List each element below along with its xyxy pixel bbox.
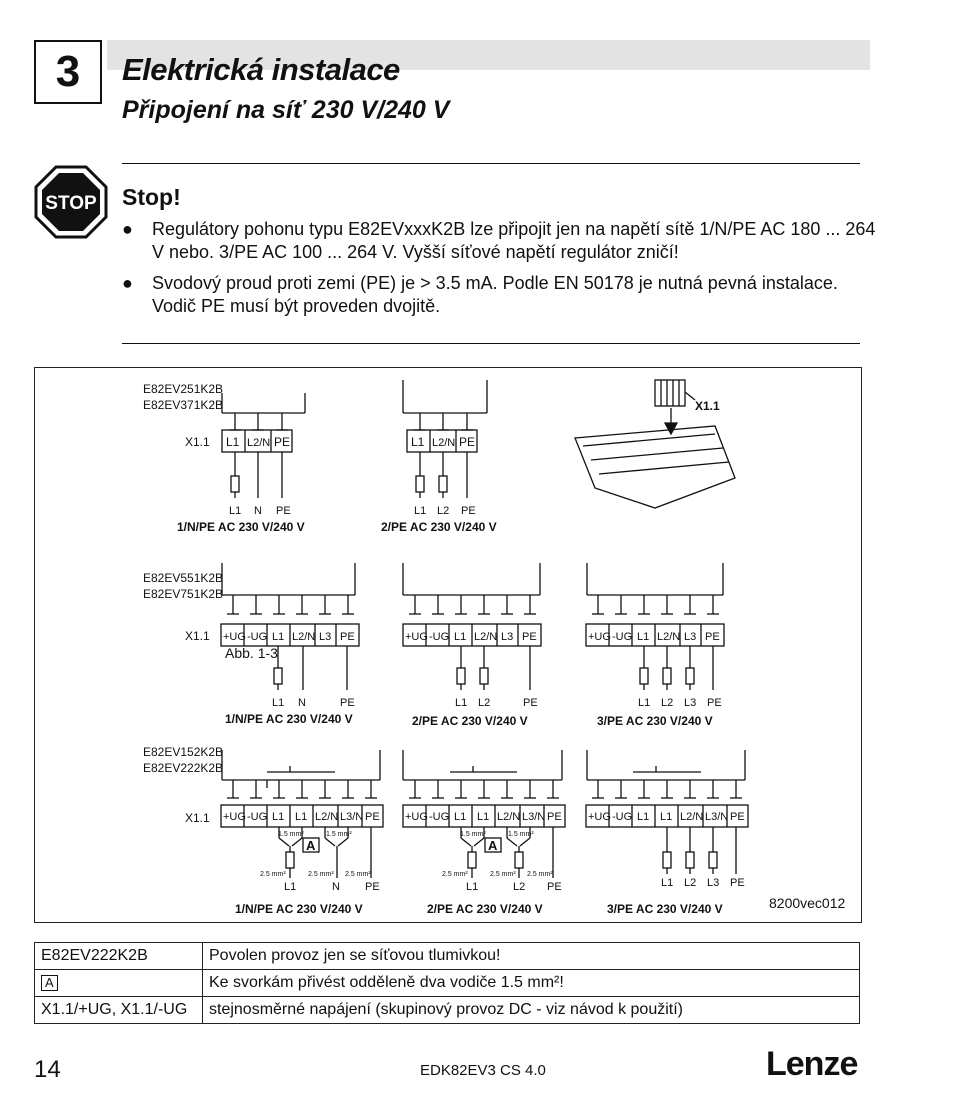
figure-code: 8200vec012 <box>769 895 846 911</box>
network-label: 2/PE AC 230 V/240 V <box>381 520 497 534</box>
network-label: 2/PE AC 230 V/240 V <box>412 714 528 728</box>
table-row <box>35 997 860 1024</box>
terminal-label: -UG <box>247 631 268 643</box>
terminal-label: +UG <box>223 811 246 823</box>
terminal-label: L1 <box>272 811 285 823</box>
wiring-diagram-svg <box>35 368 861 922</box>
phase-label: PE <box>707 697 722 709</box>
cross-section-label: 2.5 mm² <box>490 871 516 878</box>
network-label: 1/N/PE AC 230 V/240 V <box>225 712 353 726</box>
terminal-label: L3 <box>684 631 697 643</box>
figure-reference: Abb. 1-3 <box>225 645 278 661</box>
terminal-label: L2/N <box>292 631 316 643</box>
phase-label: PE <box>340 697 355 709</box>
table-key: E82EV222K2B <box>35 943 203 970</box>
page-title: Elektrická instalace <box>122 52 400 87</box>
terminal-label: L1 <box>454 631 467 643</box>
terminal-label: PE <box>547 811 562 823</box>
cross-section-label: 2.5 mm² <box>260 871 286 878</box>
terminal-label: -UG <box>612 631 633 643</box>
terminal-label: +UG <box>588 811 611 823</box>
terminal-label: PE <box>705 631 720 643</box>
phase-label: PE <box>365 881 380 893</box>
cross-section-label: 2.5 mm² <box>345 871 371 878</box>
terminal-label: L1 <box>660 811 673 823</box>
terminal-label: -UG <box>429 631 450 643</box>
page-number: 14 <box>34 1056 61 1083</box>
cross-section-label: 2.5 mm² <box>308 871 334 878</box>
phase-label: L1 <box>661 877 674 889</box>
terminal-label: L2/N <box>432 437 456 449</box>
cross-section-label: 1.5 mm² <box>460 831 486 838</box>
cross-section-label: 1.5 mm² <box>326 831 352 838</box>
phase-label: PE <box>523 697 538 709</box>
terminal-label: PE <box>459 435 476 449</box>
box-a-label: A <box>488 838 498 853</box>
bullet-text: Regulátory pohonu typu E82EVxxxK2B lze připojit jen na napětí sítě 1/N/PE AC 180 ... 264 V nebo. 3/PE AC 100 ... 264 V. Vyšší síťové napětí regulátor zničí! <box>152 219 876 262</box>
phase-label: L1 <box>284 881 297 893</box>
model-label: E82EV251K2B <box>143 382 224 396</box>
wiring-diagram <box>34 367 862 923</box>
terminal-label: +UG <box>223 631 246 643</box>
terminal-label: PE <box>365 811 380 823</box>
phase-label: L1 <box>638 697 651 709</box>
box-a-icon: A <box>41 975 58 991</box>
terminal-label: PE <box>730 811 745 823</box>
table-value: stejnosměrné napájení (skupinový provoz DC - viz návod k použití) <box>203 997 860 1024</box>
bullet-dot-icon: ● <box>122 219 133 239</box>
document-code: EDK82EV3 CS 4.0 <box>420 1062 546 1079</box>
phase-label: L3 <box>684 697 697 709</box>
phase-label: PE <box>547 881 562 893</box>
table-value: Ke svorkám přivést odděleně dva vodiče 1.5 mm²! <box>203 970 860 997</box>
terminal-label: L1 <box>454 811 467 823</box>
network-label: 3/PE AC 230 V/240 V <box>607 902 723 916</box>
terminal-label: L2/N <box>247 437 271 449</box>
phase-label: L2 <box>437 505 450 517</box>
legend-table <box>34 942 860 1026</box>
phase-label: L1 <box>272 697 285 709</box>
phase-label: L2 <box>513 881 526 893</box>
terminal-label: L1 <box>295 811 308 823</box>
cross-section-label: 2.5 mm² <box>442 871 468 878</box>
cross-section-label: 1.5 mm² <box>278 831 304 838</box>
table-key <box>35 970 203 997</box>
terminal-label: L1 <box>226 435 240 449</box>
bullet-text: Svodový proud proti zemi (PE) je > 3.5 mA. Podle EN 50178 je nutná pevná instalace. Vodič PE musí být proveden dvojitě. <box>152 273 838 316</box>
terminal-label: L1 <box>272 631 285 643</box>
phase-label: L2 <box>661 697 674 709</box>
terminal-label: L3/N <box>522 811 546 823</box>
terminal-label: -UG <box>429 811 450 823</box>
terminal-label: L1 <box>637 811 650 823</box>
stop-heading: Stop! <box>122 184 181 210</box>
terminal-label: +UG <box>405 631 428 643</box>
divider-bottom <box>122 343 860 344</box>
table-key: X1.1/+UG, X1.1/-UG <box>35 997 203 1024</box>
phase-label: L3 <box>707 877 720 889</box>
phase-label: L2 <box>478 697 491 709</box>
terminal-label: L2/N <box>474 631 498 643</box>
stop-sign-icon <box>34 165 108 239</box>
table-row <box>35 970 860 997</box>
terminal-label: PE <box>274 435 291 449</box>
network-label: 1/N/PE AC 230 V/240 V <box>177 520 305 534</box>
terminal-label: +UG <box>588 631 611 643</box>
model-label: E82EV371K2B <box>143 398 224 412</box>
bullet-item-leakage <box>122 272 882 318</box>
network-label: 1/N/PE AC 230 V/240 V <box>235 902 363 916</box>
divider-top <box>122 163 860 164</box>
model-label: E82EV751K2B <box>143 587 224 601</box>
terminal-label: L2/N <box>497 811 521 823</box>
terminal-label: -UG <box>612 811 633 823</box>
svg-text:STOP: STOP <box>45 193 97 214</box>
model-label: E82EV152K2B <box>143 745 224 759</box>
bullet-item-voltage <box>122 218 882 264</box>
terminal-label: L3/N <box>705 811 729 823</box>
terminal-label: L1 <box>637 631 650 643</box>
phase-label: L1 <box>455 697 468 709</box>
terminal-label: PE <box>340 631 355 643</box>
phase-label: L2 <box>684 877 697 889</box>
phase-label: N <box>298 697 306 709</box>
chapter-number: 3 <box>34 40 102 104</box>
terminal-label: -UG <box>247 811 268 823</box>
phase-label: PE <box>730 877 745 889</box>
phase-label: N <box>332 881 340 893</box>
cross-section-label: 1.5 mm² <box>508 831 534 838</box>
x11-drive-label: X1.1 <box>695 399 720 413</box>
table-value: Povolen provoz jen se síťovou tlumivkou! <box>203 943 860 970</box>
terminal-label: L2/N <box>657 631 681 643</box>
terminal-label: L3 <box>501 631 514 643</box>
network-label: 3/PE AC 230 V/240 V <box>597 714 713 728</box>
bullet-dot-icon: ● <box>122 273 133 293</box>
lenze-logo: Lenze <box>766 1045 858 1083</box>
terminal-label: L1 <box>411 435 425 449</box>
model-label: E82EV551K2B <box>143 571 224 585</box>
table-row <box>35 943 860 970</box>
x11-label: X1.1 <box>185 811 210 825</box>
network-label: 2/PE AC 230 V/240 V <box>427 902 543 916</box>
x11-label: X1.1 <box>185 629 210 643</box>
phase-label: L1 <box>414 505 427 517</box>
cross-section-label: 2.5 mm² <box>527 871 553 878</box>
terminal-label: L2/N <box>680 811 704 823</box>
terminal-label: L2/N <box>315 811 339 823</box>
box-a-label: A <box>306 838 316 853</box>
terminal-label: L3 <box>319 631 332 643</box>
terminal-label: L3/N <box>340 811 364 823</box>
phase-label: L1 <box>466 881 479 893</box>
phase-label: PE <box>461 505 476 517</box>
x11-label: X1.1 <box>185 435 210 449</box>
terminal-label: L1 <box>477 811 490 823</box>
phase-label: N <box>254 505 262 517</box>
model-label: E82EV222K2B <box>143 761 224 775</box>
phase-label: L1 <box>229 505 242 517</box>
page-subtitle: Připojení na síť 230 V/240 V <box>122 96 450 124</box>
phase-label: PE <box>276 505 291 517</box>
terminal-label: PE <box>522 631 537 643</box>
terminal-label: +UG <box>405 811 428 823</box>
